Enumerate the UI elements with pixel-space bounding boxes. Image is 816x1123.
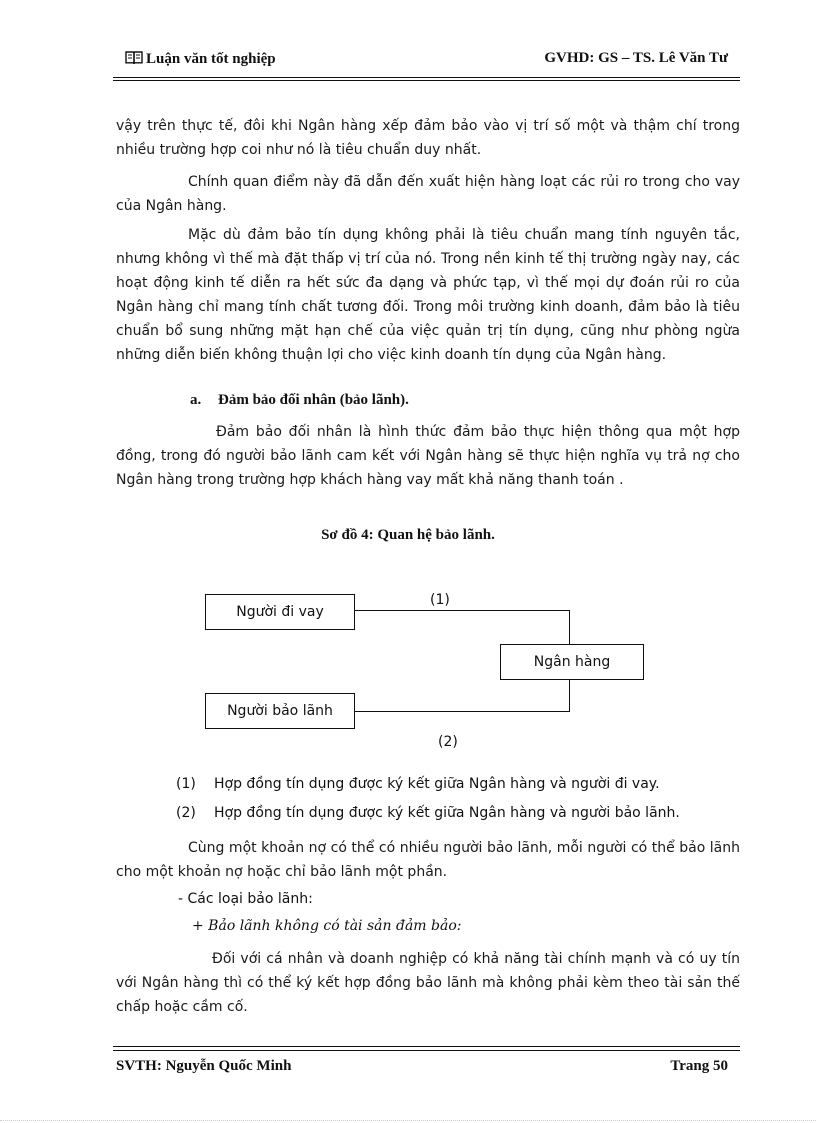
- note-text: Hợp đồng tín dụng được ký kết giữa Ngân hàng và người đi vay.: [214, 776, 660, 792]
- note-item-1: [176, 776, 660, 792]
- types-label: - Các loại bảo lãnh:: [178, 891, 313, 907]
- paragraph-6: Đối với cá nhân và doanh nghiệp có khả năng tài chính mạnh và có uy tín với Ngân hàng thì có thể ký kết hợp đồng bảo lãnh mà không phải kèm theo tài sản thế chấp hoặc cầm cố.: [116, 951, 740, 1015]
- connector-guarantor-vertical: [569, 679, 570, 712]
- box-borrower-label: Người đi vay: [236, 604, 324, 620]
- diagram-caption: Sơ đồ 4: Quan hệ bảo lãnh.: [321, 527, 495, 543]
- diagram-label-2: (2): [438, 734, 458, 750]
- paragraph-4: Đảm bảo đối nhân là hình thức đảm bảo thực hiện thông qua một hợp đồng, trong đó người bảo lãnh cam kết với Ngân hàng sẽ thực hiện nghĩa vụ trả nợ cho Ngân hàng trong trường hợp khách hàng vay mất khả năng thanh toán .: [116, 424, 740, 488]
- header-left-title: Luận văn tốt nghiệp: [146, 51, 276, 67]
- connector-guarantor-horizontal: [354, 711, 570, 712]
- connector-borrower-vertical: [569, 610, 570, 644]
- header-rule-top: [113, 77, 740, 78]
- page-footer: [113, 1058, 740, 1082]
- header-right-title: GVHD: GS – TS. Lê Văn Tư: [544, 50, 728, 66]
- section-heading-a: [190, 392, 409, 409]
- note-text: Hợp đồng tín dụng được ký kết giữa Ngân hàng và người bảo lãnh.: [214, 805, 680, 821]
- note-item-2: [176, 805, 680, 821]
- box-bank: [500, 644, 644, 680]
- page-header: [113, 50, 740, 76]
- box-borrower: [205, 594, 355, 630]
- paragraph-5: Cùng một khoản nợ có thể có nhiều người bảo lãnh, mỗi người có thể bảo lãnh cho một khoản nợ hoặc chỉ bảo lãnh một phần.: [116, 840, 740, 880]
- paragraph-2: Chính quan điểm này đã dẫn đến xuất hiện hàng loạt các rủi ro trong cho vay của Ngân hàng.: [116, 174, 740, 214]
- box-bank-label: Ngân hàng: [533, 654, 611, 670]
- footer-page-number: Trang 50: [670, 1058, 728, 1074]
- paragraph-3: Mặc dù đảm bảo tín dụng không phải là tiêu chuẩn mang tính nguyên tắc, nhưng không vì thế mà đặt thấp vị trí của nó. Trong nền kinh tế thị trường ngày nay, các hoạt động kinh tế diễn ra hết sức đa dạng và phức tạp, vì thế mọi dự đoán rủi ro của Ngân hàng chỉ mang tính chất tương đối. Trong môi trường kinh doanh, đảm bảo là tiêu chuẩn bổ sung những mặt hạn chế của việc quản trị tín dụng, cũng như phòng ngừa những diễn biến không thuận lợi cho việc kinh doanh tín dụng của Ngân hàng.: [116, 227, 740, 363]
- section-title: Đảm bảo đối nhân (bảo lãnh).: [218, 392, 409, 408]
- note-number: (1): [176, 776, 196, 792]
- note-number: (2): [176, 805, 196, 821]
- connector-borrower-horizontal: [354, 610, 570, 611]
- section-letter: a.: [190, 392, 202, 408]
- header-left: [125, 50, 276, 70]
- box-guarantor-label: Người bảo lãnh: [227, 703, 333, 719]
- header-rule-bottom: [113, 80, 740, 81]
- footer-rule-top: [113, 1046, 740, 1047]
- box-guarantor: [205, 693, 355, 729]
- paragraph-1: vậy trên thực tế, đôi khi Ngân hàng xếp đảm bảo vào vị trí số một và thậm chí trong nhiều trường hợp coi như nó là tiêu chuẩn duy nhất.: [116, 118, 740, 158]
- footer-author: SVTH: Nguyễn Quốc Minh: [116, 1058, 292, 1074]
- book-icon: [125, 50, 143, 70]
- footer-rule-bottom: [113, 1050, 740, 1051]
- page-bottom-dotted-edge: [0, 1120, 816, 1121]
- subtype-heading: + Bảo lãnh không có tài sản đảm bảo:: [192, 918, 462, 934]
- diagram-label-1: (1): [430, 592, 450, 608]
